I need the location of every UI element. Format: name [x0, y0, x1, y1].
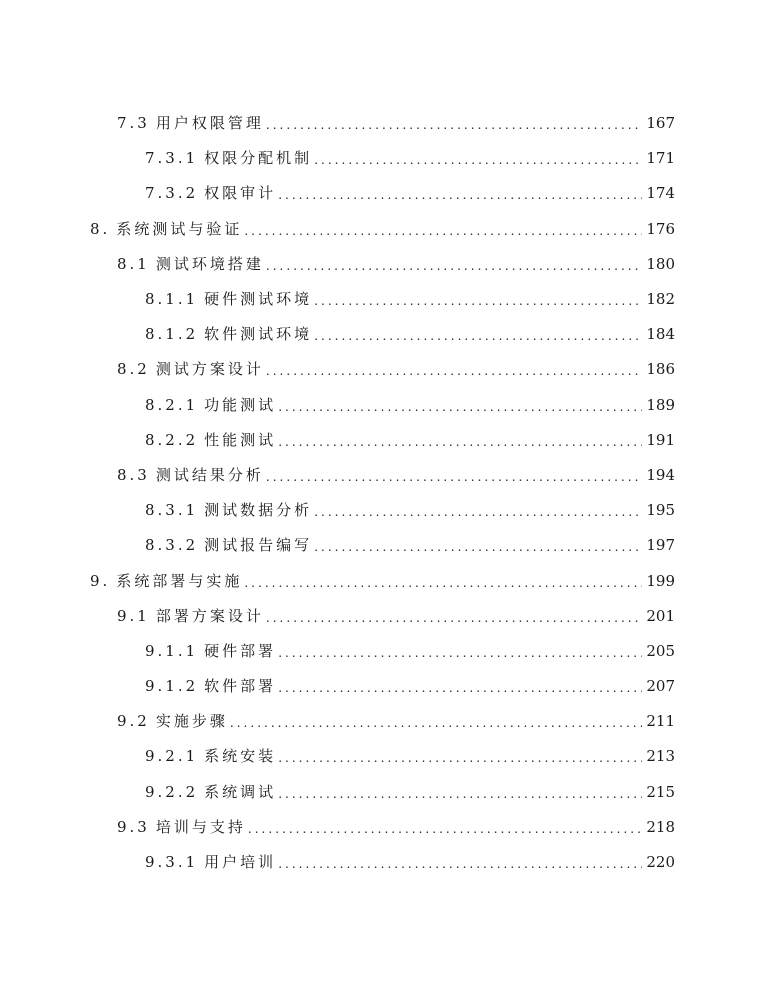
toc-entry-number: 8.3 — [117, 465, 150, 484]
toc-entry-number: 8. — [90, 219, 111, 238]
toc-entry-9-2[interactable] — [0, 704, 765, 739]
toc-entry-page: 191 — [646, 430, 675, 449]
toc-dot-leader — [278, 856, 642, 871]
toc-entry-title: 权限分配机制 — [204, 149, 313, 168]
toc-entry-number: 8.3.2 — [145, 536, 199, 555]
toc-entry-page: 218 — [646, 817, 675, 836]
toc-entry-number: 9.2 — [117, 712, 150, 731]
toc-entry-title: 培训与支持 — [155, 817, 246, 836]
toc-dot-leader — [314, 293, 642, 308]
toc-entry-page: 220 — [646, 853, 675, 872]
toc-entry-page: 194 — [646, 465, 675, 484]
toc-entry-8-1-1[interactable] — [0, 282, 765, 317]
toc-entry-title: 测试报告编写 — [204, 536, 313, 555]
toc-entry-page: 201 — [646, 606, 675, 625]
toc-dot-leader — [244, 223, 642, 238]
toc-entry-title: 系统部署与实施 — [116, 571, 243, 590]
toc-entry-page: 195 — [646, 501, 675, 520]
toc-entry-number: 9.2.1 — [145, 747, 199, 766]
toc-entry-title: 测试环境搭建 — [155, 254, 264, 273]
toc-dot-leader — [244, 575, 642, 590]
toc-entry-number: 8.1.2 — [145, 325, 199, 344]
toc-entry-title: 硬件测试环境 — [204, 290, 313, 309]
toc-dot-leader — [266, 258, 642, 273]
toc-dot-leader — [278, 680, 642, 695]
toc-entry-9-3[interactable] — [0, 810, 765, 845]
table-of-contents — [0, 106, 765, 880]
toc-entry-page: 180 — [646, 254, 675, 273]
toc-entry-number: 8.3.1 — [145, 501, 199, 520]
toc-entry-9[interactable] — [0, 563, 765, 598]
toc-entry-8-2-1[interactable] — [0, 388, 765, 423]
toc-entry-number: 8.1.1 — [145, 290, 199, 309]
toc-dot-leader — [314, 152, 642, 167]
toc-entry-number: 8.2 — [117, 360, 150, 379]
toc-entry-number: 9.1.2 — [145, 677, 199, 696]
toc-entry-title: 功能测试 — [204, 395, 277, 414]
toc-entry-page: 184 — [646, 325, 675, 344]
toc-entry-8-2-2[interactable] — [0, 423, 765, 458]
toc-entry-8-3[interactable] — [0, 458, 765, 493]
toc-entry-title: 权限审计 — [204, 184, 277, 203]
toc-dot-leader — [278, 750, 642, 765]
toc-entry-title: 系统测试与验证 — [116, 219, 243, 238]
toc-entry-8-1-2[interactable] — [0, 317, 765, 352]
toc-entry-page: 215 — [646, 782, 675, 801]
toc-entry-page: 182 — [646, 290, 675, 309]
toc-entry-number: 8.2.1 — [145, 395, 199, 414]
toc-entry-9-3-1[interactable] — [0, 845, 765, 880]
toc-entry-number: 7.3.1 — [145, 149, 199, 168]
toc-entry-7-3[interactable] — [0, 106, 765, 141]
toc-entry-number: 9. — [90, 571, 111, 590]
toc-entry-number: 8.2.2 — [145, 430, 199, 449]
toc-entry-page: 171 — [646, 149, 675, 168]
toc-entry-page: 213 — [646, 747, 675, 766]
toc-entry-9-1[interactable] — [0, 599, 765, 634]
toc-entry-number: 7.3 — [117, 114, 150, 133]
toc-dot-leader — [266, 363, 642, 378]
toc-entry-number: 7.3.2 — [145, 184, 199, 203]
toc-entry-page: 211 — [646, 712, 675, 731]
toc-entry-page: 205 — [646, 641, 675, 660]
toc-entry-title: 系统安装 — [204, 747, 277, 766]
toc-dot-leader — [266, 469, 642, 484]
toc-entry-title: 部署方案设计 — [155, 606, 264, 625]
toc-entry-number: 9.3 — [117, 817, 150, 836]
toc-entry-page: 186 — [646, 360, 675, 379]
toc-dot-leader — [314, 328, 642, 343]
toc-entry-8[interactable] — [0, 212, 765, 247]
toc-dot-leader — [314, 539, 642, 554]
toc-dot-leader — [278, 786, 642, 801]
toc-entry-title: 硬件部署 — [204, 641, 277, 660]
toc-entry-page: 197 — [646, 536, 675, 555]
toc-entry-page: 199 — [646, 571, 675, 590]
toc-entry-9-1-2[interactable] — [0, 669, 765, 704]
toc-entry-page: 174 — [646, 184, 675, 203]
toc-entry-page: 176 — [646, 219, 675, 238]
toc-entry-title: 软件部署 — [204, 677, 277, 696]
toc-entry-9-2-1[interactable] — [0, 739, 765, 774]
toc-entry-title: 测试数据分析 — [204, 501, 313, 520]
toc-entry-7-3-2[interactable] — [0, 176, 765, 211]
toc-dot-leader — [278, 399, 642, 414]
toc-entry-number: 9.2.2 — [145, 782, 199, 801]
toc-entry-title: 用户培训 — [204, 853, 277, 872]
toc-entry-title: 软件测试环境 — [204, 325, 313, 344]
toc-entry-page: 207 — [646, 677, 675, 696]
toc-entry-title: 测试结果分析 — [155, 465, 264, 484]
toc-entry-title: 系统调试 — [204, 782, 277, 801]
toc-entry-title: 测试方案设计 — [155, 360, 264, 379]
toc-entry-title: 用户权限管理 — [155, 114, 264, 133]
toc-entry-8-3-2[interactable] — [0, 528, 765, 563]
toc-dot-leader — [266, 610, 642, 625]
toc-dot-leader — [266, 117, 642, 132]
toc-entry-title: 性能测试 — [204, 430, 277, 449]
toc-entry-number: 8.1 — [117, 254, 150, 273]
toc-entry-9-1-1[interactable] — [0, 634, 765, 669]
toc-entry-number: 9.3.1 — [145, 853, 199, 872]
toc-dot-leader — [230, 715, 642, 730]
toc-entry-8-2[interactable] — [0, 352, 765, 387]
toc-entry-8-3-1[interactable] — [0, 493, 765, 528]
toc-dot-leader — [278, 434, 642, 449]
toc-dot-leader — [278, 187, 642, 202]
toc-entry-page: 167 — [646, 114, 675, 133]
toc-entry-7-3-1[interactable] — [0, 141, 765, 176]
toc-entry-page: 189 — [646, 395, 675, 414]
toc-entry-8-1[interactable] — [0, 247, 765, 282]
toc-entry-number: 9.1 — [117, 606, 150, 625]
toc-entry-title: 实施步骤 — [155, 712, 228, 731]
toc-dot-leader — [278, 645, 642, 660]
toc-dot-leader — [248, 821, 642, 836]
toc-dot-leader — [314, 504, 642, 519]
toc-entry-number: 9.1.1 — [145, 641, 199, 660]
toc-entry-9-2-2[interactable] — [0, 775, 765, 810]
